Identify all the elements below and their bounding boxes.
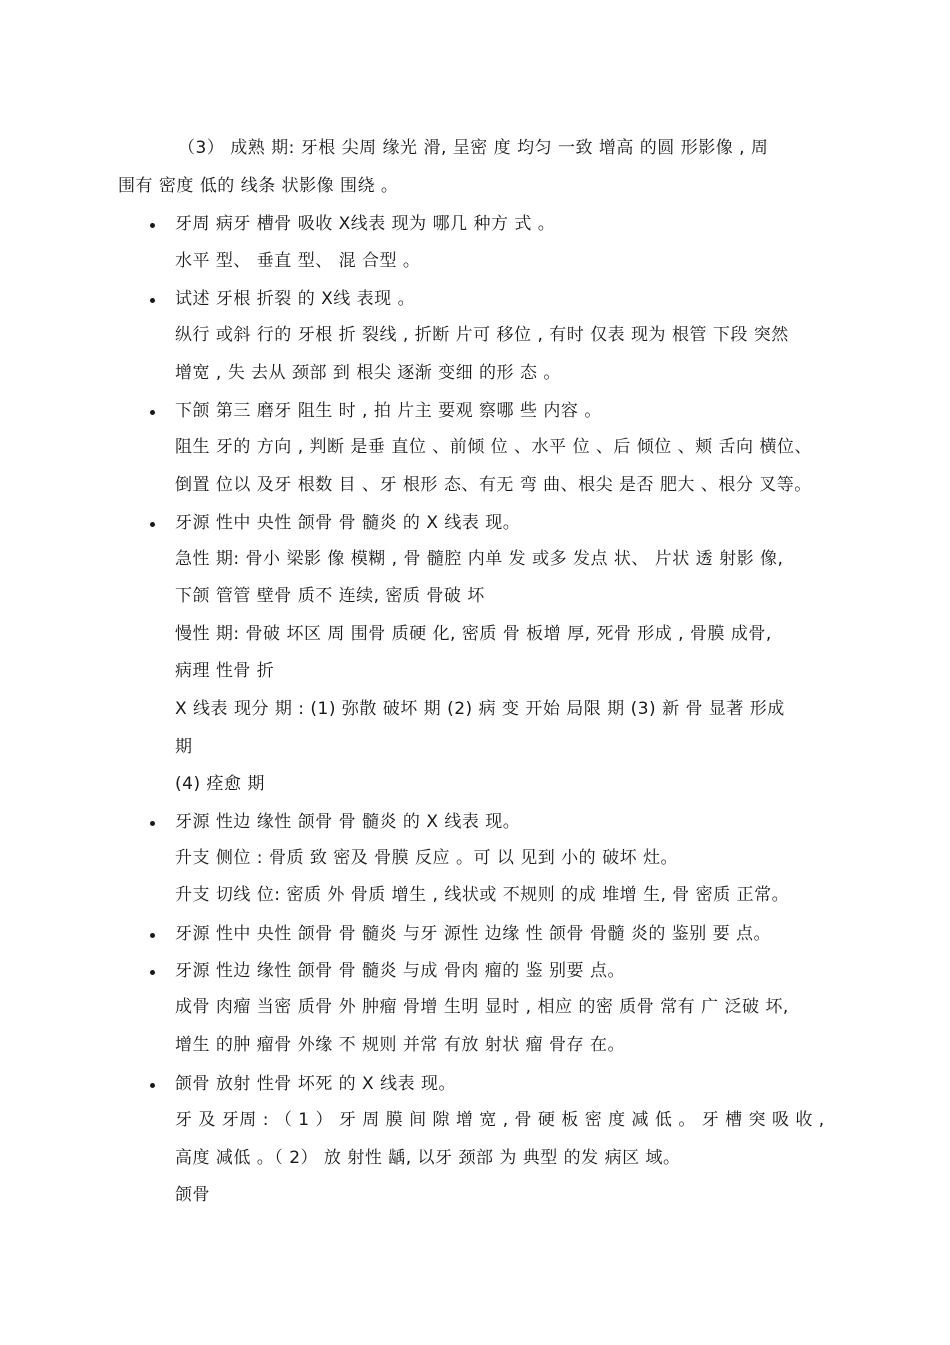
answer-3-line-1: 阻生 牙的 方向 , 判断 是垂 直位 、前倾 位 、水平 位 、后 倾位 、颊 舌向 横位、 [175,437,812,457]
answer-4-chronic-line-2: 病理 性骨 折 [175,661,275,681]
bullet-icon [150,970,155,975]
answer-3-line-2: 倒置 位以 及牙 根数 目 、牙 根形 态、有无 弯 曲、根尖 是否 肥大 、根分 叉等。 [175,475,812,495]
answer-8-line-1: 牙 及 牙周 : （ 1 ） 牙 周 膜 间 隙 增 宽 , 骨 硬 板 密 度 减 低 。 牙 槽 突 吸 收 , [175,1110,825,1130]
intro-line-2: 围有 密度 低的 线条 状影像 围绕 。 [118,176,399,196]
question-1: 牙周 病牙 槽骨 吸收 X线表 现为 哪几 种方 式 。 [175,214,556,234]
question-2: 试述 牙根 折裂 的 X线 表现 。 [175,289,416,309]
bullet-icon [150,410,155,415]
answer-7-line-1: 成骨 肉瘤 当密 质骨 外 肿瘤 骨增 生明 显时 , 相应 的密 质骨 常有 广 泛破 坏, [175,997,789,1017]
question-3: 下颌 第三 磨牙 阻生 时 , 拍 片主 要观 察哪 些 内容 。 [175,401,602,421]
bullet-icon [150,223,155,228]
answer-4-stages-line-2: 期 [175,737,193,757]
question-6: 牙源 性中 央性 颌骨 骨 髓炎 与牙 源性 边缘 性 颌骨 骨髓 炎的 鉴别 要 点。 [175,924,772,944]
answer-2-line-1: 纵行 或斜 行的 牙根 折 裂线 , 折断 片可 移位 , 有时 仅表 现为 根管 下段 突然 [175,325,789,345]
answer-1: 水平 型、 垂直 型、 混 合型 。 [175,251,421,271]
bullet-icon [150,522,155,527]
answer-4-stages-line-3: (4) 痊愈 期 [175,774,265,794]
answer-4-acute-line-1: 急性 期: 骨小 梁影 像 模糊 , 骨 髓腔 内单 发 或多 发点 状、 片状 透 射影 像, [175,549,784,569]
answer-7-line-2: 增生 的肿 瘤骨 外缘 不 规则 并常 有放 射状 瘤 骨存 在。 [175,1035,625,1055]
answer-8-line-3: 颌骨 [175,1185,210,1205]
answer-8-line-2: 高度 减低 。（ 2） 放 射性 龋, 以牙 颈部 为 典型 的发 病区 域。 [175,1148,681,1168]
answer-2-line-2: 增宽 , 失 去从 颈部 到 根尖 逐渐 变细 的形 态 。 [175,363,561,383]
answer-5-line-1: 升支 侧位 : 骨质 致 密及 骨膜 反应 。可 以 见到 小的 破坏 灶。 [175,848,678,868]
answer-4-stages-line-1: X 线表 现分 期 : (1) 弥散 破坏 期 (2) 病 变 开始 局限 期 (3) 新 骨 显著 形成 [175,699,785,719]
answer-4-chronic-line-1: 慢性 期: 骨破 坏区 周 围骨 质硬 化, 密质 骨 板增 厚, 死骨 形成 , 骨膜 成骨, [175,624,772,644]
answer-5-line-2: 升支 切线 位: 密质 外 骨质 增生 , 线状或 不规则 的成 堆增 生, 骨 密质 正常。 [175,885,790,905]
bullet-icon [150,821,155,826]
answer-4-acute-line-2: 下颌 管管 壁骨 质不 连续, 密质 骨破 坏 [175,586,485,606]
intro-line-1: （3） 成熟 期: 牙根 尖周 缘光 滑, 呈密 度 均匀 一致 增高 的圆 形影像 , 周 [178,138,769,158]
question-7: 牙源 性边 缘性 颌骨 骨 髓炎 与成 骨肉 瘤的 鉴 别要 点。 [175,961,625,981]
bullet-icon [150,1083,155,1088]
question-5: 牙源 性边 缘性 颌骨 骨 髓炎 的 X 线表 现。 [175,812,521,832]
question-4: 牙源 性中 央性 颌骨 骨 髓炎 的 X 线表 现。 [175,513,521,533]
bullet-icon [150,933,155,938]
question-8: 颌骨 放射 性骨 坏死 的 X 线表 现。 [175,1074,456,1094]
bullet-icon [150,298,155,303]
